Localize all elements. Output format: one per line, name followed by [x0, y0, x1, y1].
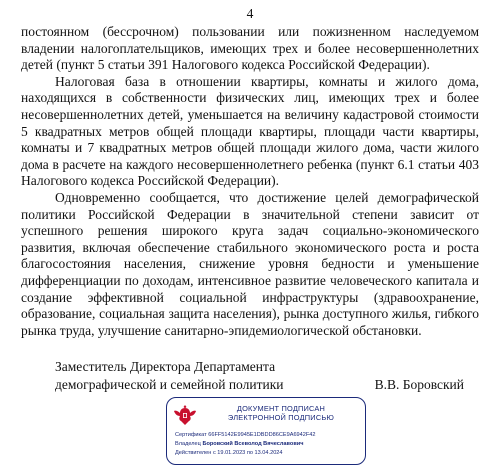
owner-label: Владелец: [175, 441, 201, 447]
owner-value: Боровский Всеволод Вячеславович: [202, 441, 304, 447]
valid-value: с 19.01.2023 по 13.04.2024: [212, 450, 283, 456]
letter-body: [21, 24, 479, 339]
stamp-valid-row: [175, 449, 361, 458]
signer-title-line-2: демографической и семейной политики: [55, 377, 284, 392]
stamp-heading: [201, 404, 361, 422]
certificate-value: 66FF5142E9945E1DBDD86CE9A6942F42: [208, 432, 316, 438]
stamp-certificate-row: [175, 431, 361, 440]
signer-name: В.В. Боровский: [374, 377, 464, 392]
valid-label: Действителен: [175, 450, 212, 456]
paragraph-2: Налоговая база в отношении квартиры, комнаты и жилого дома, находящихся в собственности физических лиц, имеющих трех и более несовершеннолетних детей, уменьшается на величину кадастровой стоимости 5 квадратных метров общей площади квартиры, площади части квартиры, комнаты и 7 квадратных метров общей площади жилого дома, части жилого дома в расчете на каждого несовершеннолетнего ребенка (пункт 6.1 статьи 403 Налогового кодекса Российской Федерации).: [21, 73, 479, 189]
certificate-label: Сертификат: [175, 432, 207, 438]
stamp-heading-line-1: ДОКУМЕНТ ПОДПИСАН: [236, 404, 326, 413]
stamp-heading-line-2: ЭЛЕКТРОННОЙ ПОДПИСЬЮ: [227, 413, 335, 422]
coat-of-arms-icon: [172, 402, 198, 428]
paragraph-3: Одновременно сообщается, что достижение целей демографической политики Российской Федерации в значительной степени зависит от успешного решения широкого круга задач социально-экономического развития, включая обеспечение стабильного экономического роста и роста благосостояния населения, снижение уровня бедности и уменьшение дифференциации по доходам, интенсивное развитие человеческого капитала и создание эффективной социальной инфраструктуры (здравоохранение, образование, социальная защита населения), рынка доступного жилья, гибкого рынка труда, улучшение санитарно-эпидемиологической обстановки.: [21, 189, 479, 338]
paragraph-1: постоянном (бессрочном) пользовании или пожизненном наследуемом владении налогоплательщиков, имеющих трех и более несовершеннолетних детей (пункт 5 статьи 391 Налогового кодекса Российской Федерации).: [21, 24, 479, 73]
stamp-owner-row: [175, 440, 361, 449]
stamp-details: [175, 431, 361, 458]
electronic-signature-stamp: [166, 397, 366, 465]
page-number: 4: [246, 6, 254, 21]
signer-title-line-1: Заместитель Директора Департамента: [55, 359, 276, 374]
signer-title: [55, 358, 375, 394]
